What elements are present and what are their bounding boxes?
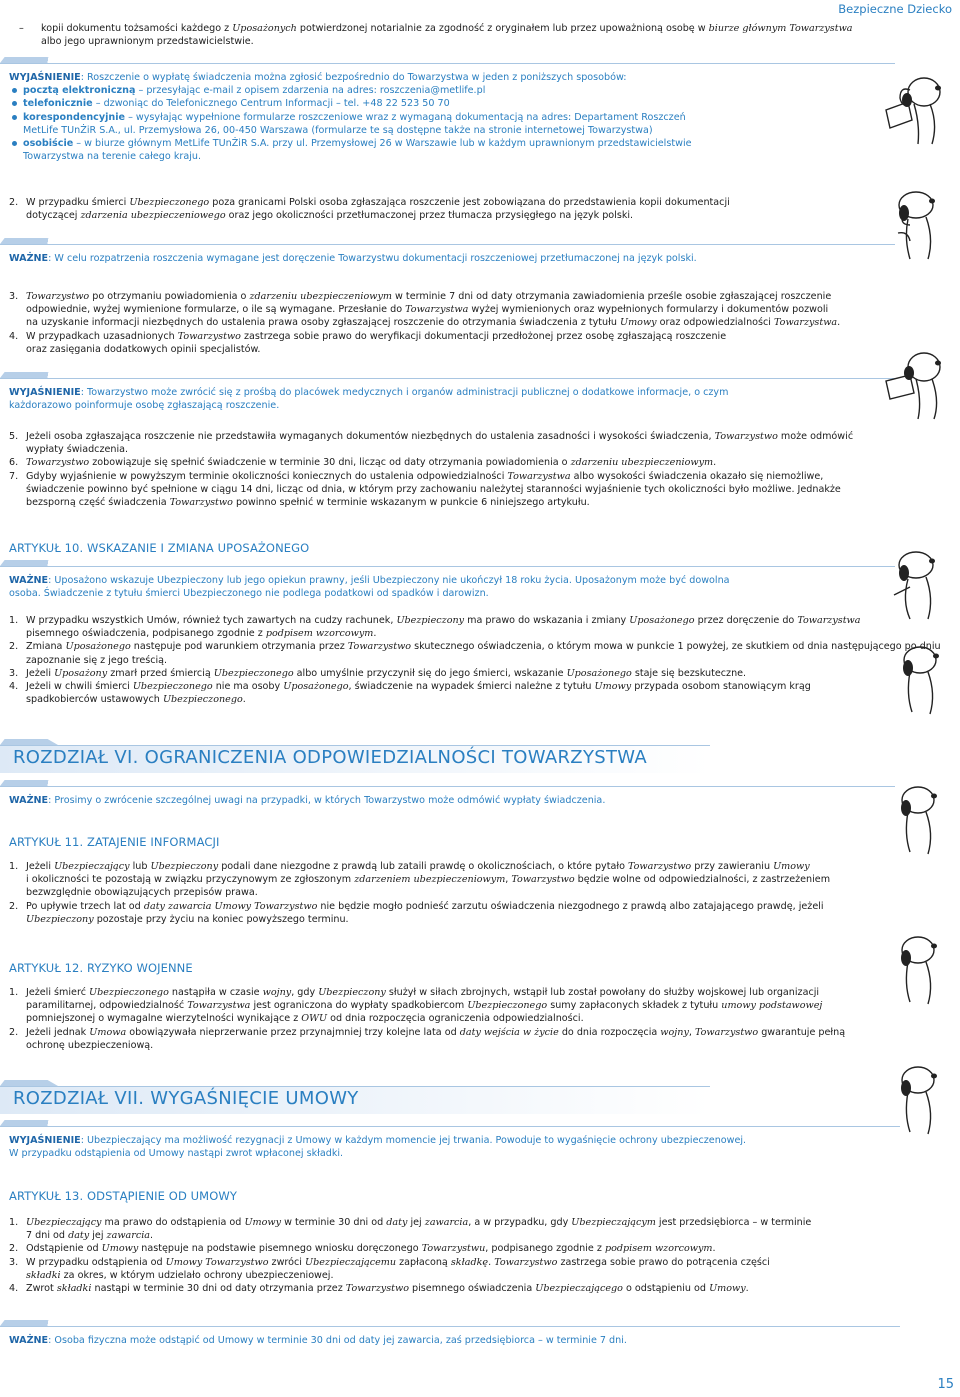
snoopy-paper-illustration	[880, 345, 952, 423]
section-paragraph-2: 2. W przypadku śmierci Ubezpieczonego poza granicami Polski osoba zgłaszająca roszczenie jest zobowiązana do przedstawienia kopii dokumentacji dotyczącej zdarzenia ubezpieczeniowego oraz jego okoliczności przetłumaczonej przez tłumacza przysięgłego na język polski.	[9, 197, 730, 222]
article-13-paragraphs: 1. Ubezpieczający ma prawo do odstąpienia od Umowy w terminie 30 dni od daty jej zawarcia, a w przypadku, gdy Ubezpieczającym jest przedsiębiorca – w terminie 7 dni od daty jej zawarcia. 2. Odstąpienie od Umowy następuje na podstawie pisemnego wniosku doręczonego Towarzystwu, podpisanego zgodnie z podpisem wzorcowym. 3. W przypadku odstąpienia od Umowy Towarzystwo zwróci Ubezpieczającemu zapłaconą składkę. Towarzystwo zastrzega sobie prawo do potrącenia części składki za okres, w którym udzielało ochrony ubezpieczeniowej. 4. Zwrot składki nastąpi w terminie 30 dni od daty otrzymania przez Towarzystwo pisemnego oświadczenia Ubezpieczającego o odstąpieniu od Umowy.	[9, 1217, 812, 1295]
article-10-heading: ARTYKUŁ 10. WSKAZANIE I ZMIANA UPOSAŻONEGO	[9, 541, 310, 555]
explanation-box-withdrawal: WYJAŚNIENIE: Ubezpieczający ma możliwość rezygnacji z Umowy w każdym momencie jej trwania. Powoduje to wygaśnięcie ochrony ubezpieczenowej. W przypadku odstąpienia od Umowy nastąpi zwrot wpłaconej składki.	[0, 1126, 900, 1160]
snoopy-happy-illustration	[880, 640, 952, 718]
important-box-beneficiary: WAŻNE: Uposażono wskazuje Ubezpieczony lub jego opiekun prawny, jeśli Ubezpieczony nie ukończył 18 roku życia. Uposażonym może być dowolna osoba. Świadczenie z tytułu śmierci Ubezpieczonego nie podlega podatkowi od spadków i darowizn.	[0, 566, 895, 600]
article-11-paragraphs: 1. Jeżeli Ubezpieczający lub Ubezpieczony podali dane niezgodne z prawdą lub zataili prawdę o okolicznościach, o które pytało Towarzystwo przy zawieraniu Umowy i okoliczności te pozostają w związku przyczynowym ze zgłoszonym zdarzeniem ubezpieczeniowym, Towarzystwo będzie wolne od odpowiedzialności, z zastrzeżeniem bezwzględnie obowiązujących przepisów prawa. 2. Po upływie trzech lat od daty zawarcia Umowy Towarzystwo nie będzie mogło podnieść zarzutu oświadczenia niezgodnego z prawdą albo zatajającego prawdę, jeżeli Ubezpieczony pozostaje przy życiu na koniec powyższego terminu.	[9, 861, 831, 925]
document-header: Bezpieczne Dziecko	[838, 2, 952, 16]
section-paragraphs-3-4: 3. Towarzystwo po otrzymaniu powiadomienia o zdarzeniu ubezpieczeniowym w terminie 7 dni od daty otrzymania zawiadomienia prześle osobie zgłaszającej roszczenie odpowiednie, wyżej wymienione formularze, o ile są wymagane. Przesłanie do Towarzystwa wyżej wymienionych oraz wypełnionych formularzy i dokumentów pozwoli na uzyskanie informacji niezbędnych do ustalenia prawa osoby zgłaszającej roszczenie do otrzymania świadczenia z tytułu Umowy oraz odpowiedzialności Towarzystwa. 4. W przypadkach uzasadnionych Towarzystwo zastrzega sobie prawo do weryfikacji dokumentacji przedłożonej przez osobę zgłaszającą roszczenie oraz zasięgania dodatkowych opinii specjalistów.	[9, 291, 841, 355]
top-list-item: – kopii dokumentu tożsamości każdego z Uposażonych potwierdzonej notarialnie za zgodność z oryginałem lub przez upoważnioną osobę w biurze głównym Towarzystwa albo jego uprawnionym przedstawicielstwie.	[9, 22, 944, 48]
snoopy-standing-illustration	[880, 1060, 952, 1138]
explanation-box-medical: WYJAŚNIENIE: Towarzystwo może zwrócić się z prośbą do placówek medycznych i organów administracji publicznej o dodatkowe informacje, o czym każdorazowo poinformuje osobę zgłaszającą roszczenie.	[0, 378, 895, 412]
important-box-withdrawal-term: WAŻNE: Osoba fizyczna może odstąpić od Umowy w terminie 30 dni od daty jej zawarcia, zaś przedsiębiorca – w terminie 7 dni.	[0, 1326, 900, 1347]
chapter-6-heading: ROZDZIAŁ VI. OGRANICZENIA ODPOWIEDZIALNOŚCI TOWARZYSTWA	[0, 745, 710, 773]
snoopy-walking-illustration	[880, 930, 952, 1008]
article-12-paragraphs: 1. Jeżeli śmierć Ubezpieczonego nastąpiła w czasie wojny, gdy Ubezpieczony służył w siłach zbrojnych, wstąpił lub został powołany do służby wojskowej lub organizacji paramilitarnej, odpowiedzialność Towarzystwa jest ograniczona do wypłaty spadkobiercom Ubezpieczonego sumy zapłaconych składek z tytułu umowy podstawowej pomniejszonej o wymagalne wierzytelności wynikające z OWU od dnia rozpoczęcia ograniczenia odpowiedzialności. 2. Jeżeli jednak Umowa obowiązywała nieprzerwanie przez przynajmniej trzy kolejne lata od daty wejścia w życie do dnia rozpoczęcia wojny, Towarzystwo gwarantuje pełną ochronę ubezpieczeniową.	[9, 987, 846, 1051]
explanation-box-claims: WYJAŚNIENIE: Roszczenie o wypłatę świadczenia można zgłosić bezpośrednio do Towarzystwa w jeden z poniższych sposobów: pocztą elektroniczną – przesyłając e-mail z opisem zdarzenia na adres: roszczenia@metlife.pl telefonicznie – dzwoniąc do Telefonicznego Centrum Informacji – tel. +48 22 523 50 70 korespondencyjnie – wysyłając wypełnione formularze roszczeniowe wraz z wymaganą dokumentacją na adres: Departament Roszczeń MetLife TUnŻiR S.A., ul. Przemysłowa 26, 00-450 Warszawa (formularze te są dostępne także na stronie internetowej Towarzystwa) osobiście – w biurze głównym MetLife TUnŻiR S.A. przy ul. Przemysłowej 26 w Warszawie lub w każdym uprawnionym przedstawicielstwie Towarzystwa na terenie całego kraju.	[0, 63, 895, 163]
important-box-translation: WAŻNE: W celu rozpatrzenia roszczenia wymagane jest doręczenie Towarzystwu dokumentacji roszczeniowej przetłumaczonej na język polski.	[0, 244, 895, 265]
snoopy-reading-illustration	[880, 70, 952, 148]
article-12-heading: ARTYKUŁ 12. RYZYKO WOJENNE	[9, 961, 193, 975]
snoopy-sitting-illustration	[880, 780, 952, 858]
chapter-7-heading: ROZDZIAŁ VII. WYGAŚNIĘCIE UMOWY	[0, 1086, 710, 1114]
article-10-paragraphs: 1. W przypadku wszystkich Umów, również tych zawartych na cudzy rachunek, Ubezpieczony ma prawo do wskazania i zmiany Uposażonego przez doręczenie do Towarzystwa pisemnego oświadczenia, podpisanego zgodnie z podpisem wzorcowym. 2. Zmiana Uposażonego następuje pod warunkiem otrzymania przez Towarzystwo skutecznego oświadczenia, o którym mowa w punkcie 1 powyżej, ze skutkiem od dnia następującego po dniu zapoznanie się z jego treścią. 3. Jeżeli Uposażony zmarł przed śmiercią Ubezpieczonego albo umyślnie przyczynił się do jego śmierci, wskazanie Uposażonego staje się bezskuteczne. 4. Jeżeli w chwili śmierci Ubezpieczonego nie ma osoby Uposażonego, świadczenie na wypadek śmierci należne z tytułu Umowy przypada osobom stanowiącym krąg spadkobierców ustawowych Ubezpieczonego.	[9, 615, 941, 706]
article-11-heading: ARTYKUŁ 11. ZATAJENIE INFORMACJI	[9, 835, 220, 849]
important-box-refusal: WAŻNE: Prosimy o zwrócenie szczególnej uwagi na przypadki, w których Towarzystwo może odmówić wypłaty świadczenia.	[0, 786, 895, 807]
section-paragraphs-5-7: 5. Jeżeli osoba zgłaszająca roszczenie nie przedstawiła wymaganych dokumentów niezbędnych do ustalenia zasadności i wysokości świadczenia, Towarzystwo może odmówić wypłaty świadczenia. 6. Towarzystwo zobowiązuje się spełnić świadczenie w terminie 30 dni, licząc od daty otrzymania powiadomienia o zdarzeniu ubezpieczeniowym. 7. Gdyby wyjaśnienie w powyższym terminie okoliczności koniecznych do ustalenia odpowiedzialności Towarzystwa albo wysokości świadczenia okazało się niemożliwe, świadczenie powinno być spełnione w ciągu 14 dni, licząc od dnia, w którym przy zachowaniu należytej staranności wyjaśnienie tych okoliczności było możliwe. Jednakże bezsporną część świadczenia Towarzystwo powinno spełnić w terminie wskazanym w punkcie 6 niniejszego artykułu.	[9, 431, 854, 509]
snoopy-thinking-illustration	[880, 185, 952, 263]
page-number: 15	[937, 1376, 954, 1392]
snoopy-pen-illustration	[880, 545, 952, 623]
article-13-heading: ARTYKUŁ 13. ODSTĄPIENIE OD UMOWY	[9, 1189, 237, 1203]
